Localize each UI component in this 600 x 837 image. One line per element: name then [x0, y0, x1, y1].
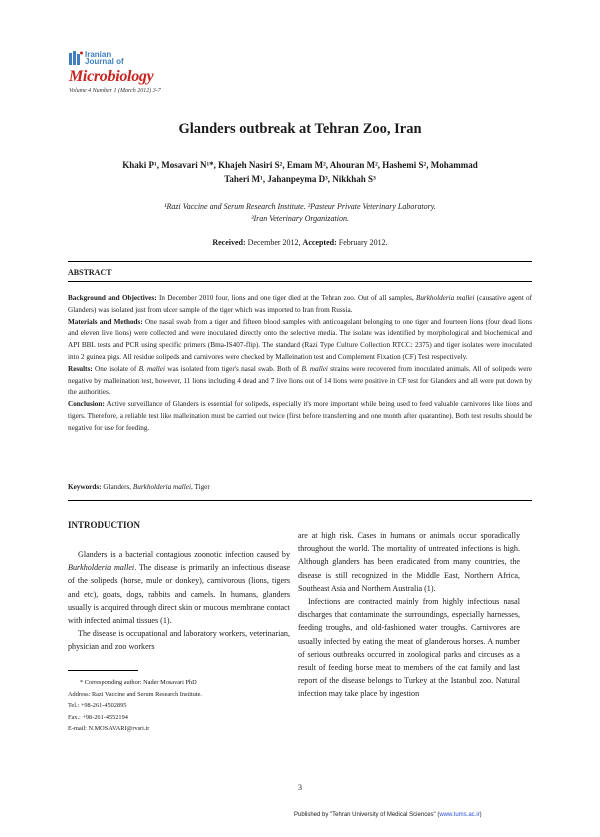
intro-paragraph-2-cont: are at high risk. Cases in humans or animals occur sporadically throughout the world. The mortality of untreated infections is high. Although glanders has been eradicated from many countries, the disease is still recognized in the Middle East, Northern Africa, Southeast Asia and Northern Australia (1).: [298, 531, 520, 593]
publisher-line: [294, 812, 482, 818]
author-address: Address: Razi Vaccine and Serum Research Institute.: [68, 690, 203, 698]
intro-paragraph-3: Infections are contracted mainly from highly infectious nasal discharges that contaminate the surroundings, especially harnesses, feeding troughs, and old-fashioned water troughs. Carnivores are usually infected by eating the meat of glanderous horses. A number of serious outbreaks occurred in zoological parks and circuses as a result of feeding horse meat to members of the cat family and last report of the disease belongs to Turkey at the Istanbul zoo. Natural infection may take place by ingestion: [298, 597, 520, 699]
publisher-link[interactable]: www.tums.ac.ir: [439, 812, 480, 818]
article-title: Glanders outbreak at Tehran Zoo, Iran: [178, 121, 422, 137]
accepted-date: February 2012.: [338, 238, 388, 247]
methods-label: Materials and Methods:: [68, 317, 143, 326]
keywords: [68, 483, 210, 491]
intro-p1-italic: Burkholderia mallei: [68, 563, 135, 573]
logo-line-2: Journal of: [85, 57, 124, 66]
volume-line: Volume 4 Number 1 (March 2012) 3-7: [69, 88, 161, 94]
intro-p1-text-b: . The disease is primarily an infectious disease of the solipeds (horse, mule or donkey), carnivorous (lions, tigers and etc), goats, dogs, rabbits and camels. In humans, glanders usually is acquired through direct skin or mucous membrane contact with infected animal tissues (1).: [68, 563, 290, 626]
results-italic-2: B. mallei: [301, 364, 328, 373]
abstract-heading-rule: [68, 281, 532, 282]
received-date: December 2012,: [247, 238, 301, 247]
abstract-top-rule: [68, 261, 532, 262]
author-fax: Fax.: +98-261-4552194: [68, 713, 128, 721]
affiliations: [80, 201, 520, 225]
keywords-italic: Burkholderia mallei: [132, 483, 191, 491]
abstract-methods: [68, 317, 532, 364]
affiliation-2: ³Iran Veterinary Organization.: [251, 214, 349, 223]
keywords-rule: [68, 500, 532, 501]
intro-paragraph-1: [68, 548, 290, 627]
corresponding-author: * Corresponding author: Nader Mosavari PhD: [80, 679, 197, 686]
page-number: 3: [298, 783, 302, 792]
publisher-close: ): [479, 812, 482, 818]
received-label: Received:: [212, 238, 246, 247]
received-accepted: [0, 238, 600, 247]
footnote-rule: [68, 670, 138, 671]
affiliation-1: ¹Razi Vaccine and Serum Research Institute. ²Pasteur Private Veterinary Laboratory.: [164, 202, 436, 211]
introduction-heading: INTRODUCTION: [68, 520, 141, 530]
results-text-3: strains were recovered from inoculated animals. All of solipeds were negative by malleination test, however, 11 lions including 4 dead and 7 live lions out of 14 lions were positive in CF test for Glanders and all were put down by the authorities.: [68, 364, 532, 397]
background-label: Background and Objectives:: [68, 294, 157, 302]
results-italic-1: B. mallei: [138, 364, 165, 373]
publisher-text: Published by "Tehran University of Medical Sciences" (: [294, 812, 440, 818]
abstract-conclusion: [68, 399, 532, 434]
abstract-body: [68, 293, 532, 435]
footnote: [68, 677, 202, 735]
intro-right-column: [298, 529, 520, 701]
background-text-2: (causative agent of Glanders) was isolated just from ulcer sample of the tiger which was imported to Iran from Russia.: [68, 294, 532, 314]
author-tel: Tel.: +98-261-4502895: [68, 702, 127, 710]
author-email: E-mail: N.MOSAVARI@rvsri.ir: [68, 725, 150, 733]
conclusion-label: Conclusion:: [68, 400, 105, 409]
abstract-heading: ABSTRACT: [68, 268, 112, 277]
journal-logo-text: [85, 51, 124, 65]
results-text-1: One isolate of: [92, 364, 139, 373]
journal-name: Microbiology: [69, 68, 154, 85]
conclusion-text: Active surveillance of Glanders is essential for solipeds, especially it's more important while being used to feed valuable carnivores like lions and tigers. Therefore, a reliable test like malleination must be carried out twice (first before transferring and one month after quarantine). Both test results should be negative for use for feeding.: [68, 400, 532, 432]
abstract-background: [68, 293, 532, 317]
intro-paragraph-2: The disease is occupational and laboratory workers, veterinarian, physician and zoo workers: [68, 629, 290, 652]
keywords-text-2: , Tiger: [190, 483, 210, 491]
logo-line-1: Iranian: [85, 50, 112, 59]
accepted-label: Accepted:: [302, 238, 337, 247]
methods-text: One nasal swab from a tiger and fifteen blood samples with anticoagulant belonging to one tiger and fourteen lions (four dead lions and eleven live lions) were collected and were inoculated directly onto the selective media. The isolate was identified by morphological and biochemical and API BBL tests and PCR using specific primers (Bma-IS407-flip). The standard (Razi Type Culture Collection RTCC: 2375) and tiger isolates were inoculated into 2 guinea pigs. All residue solipeds and carnivores were checked by Malleination test and Complement Fixation (CF) Test respectively.: [68, 317, 532, 361]
intro-left-column: [68, 548, 290, 654]
abstract-results: [68, 364, 532, 399]
authors-line-2: Taheri M¹, Jahanpeyma D³, Nikkhah S³: [224, 174, 376, 184]
background-text-1: In December 2010 four, lions and one tiger died at the Tehran zoo. Out of all samples,: [156, 294, 416, 302]
authors-line-1: Khaki P¹, Mosavari N¹*, Khajeh Nasiri S², Emam M², Ahouran M², Hashemi S², Mohammad: [122, 160, 478, 170]
keywords-label: Keywords:: [68, 483, 102, 491]
author-list: [82, 158, 518, 186]
results-label: Results:: [68, 364, 93, 373]
keywords-text-1: Glanders,: [101, 483, 133, 491]
journal-logo-icon: [69, 51, 83, 65]
results-text-2: was isolated from tiger's nasal swab. Both of: [164, 364, 302, 373]
background-italic: Burkholderia mallei: [415, 294, 475, 302]
intro-p1-text-a: Glanders is a bacterial contagious zoonotic infection caused by: [78, 550, 290, 559]
